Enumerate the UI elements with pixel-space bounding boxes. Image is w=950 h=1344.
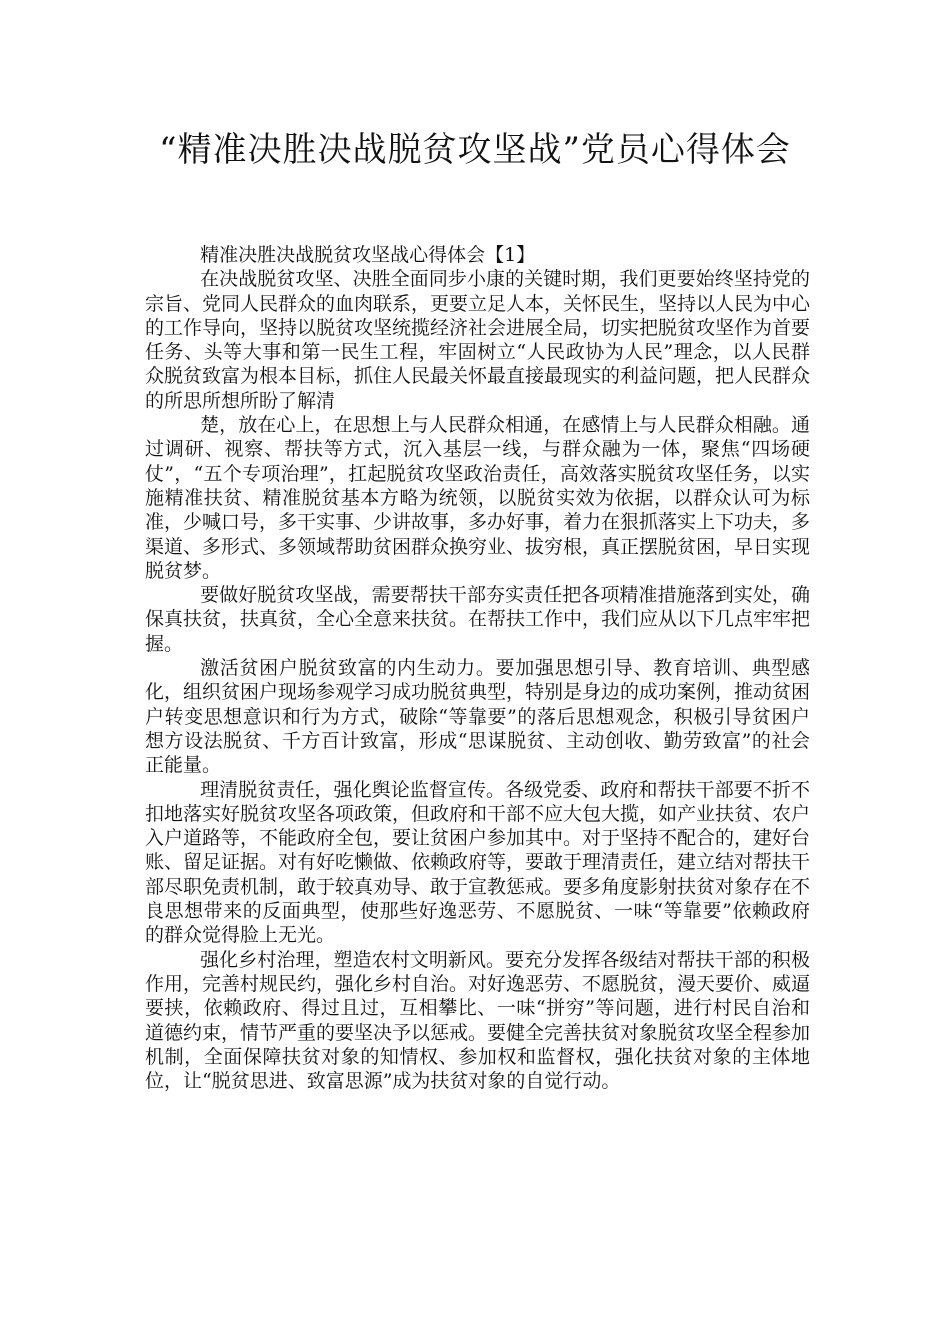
paragraph: 激活贫困户脱贫致富的内生动力。要加强思想引导、教育培训、典型感化，组织贫困户现场参观学习成功脱贫典型，特别是身边的成功案例，推动贫困户转变思想意识和行为方式，破除“等靠要”的落后思想观念，积极引导贫困户想方设法脱贫、千方百计致富，形成“思谋脱贫、主动创收、勤劳致富”的社会正能量。: [145, 657, 811, 777]
paragraph: 在决战脱贫攻坚、决胜全面同步小康的关键时期，我们更要始终坚持党的宗旨、党同人民群众的血肉联系，更要立足人本，关怀民生，坚持以人民为中心的工作导向，坚持以脱贫攻坚统揽经济社会进展全局，切实把脱贫攻坚作为首要任务、头等大事和第一民生工程，牢固树立“人民政协为人民”理念，以人民群众脱贫致富为根本目标，抓住人民最关怀最直接最现实的利益问题，把人民群众的所思所想所盼了解清: [145, 268, 811, 412]
paragraph: 理清脱贫责任，强化舆论监督宣传。各级党委、政府和帮扶干部要不折不扣地落实好脱贫攻坚各项政策，但政府和干部不应大包大揽，如产业扶贫、农户入户道路等，不能政府全包，要让贫困户参加其中。对于坚持不配合的，建好台账、留足证据。对有好吃懒做、依赖政府等，要敢于理清责任，建立结对帮扶干部尽职免责机制，敢于较真劝导、敢于宣教惩戒。要多角度影射扶贫对象存在不良思想带来的反面典型，使那些好逸恶劳、不愿脱贫、一味“等靠要”依赖政府的群众觉得脸上无光。: [145, 778, 811, 947]
paragraph: 强化乡村治理，塑造农村文明新风。要充分发挥各级结对帮扶干部的积极作用，完善村规民约，强化乡村自治。对好逸恶劳、不愿脱贫，漫天要价、威逼要挟，依赖政府、得过且过，互相攀比、一味“拼穷”等问题，进行村民自治和道德约束，情节严重的要坚决予以惩戒。要健全完善扶贫对象脱贫攻坚全程参加机制，全面保障扶贫对象的知情权、参加权和监督权，强化扶贫对象的主体地位，让“脱贫思进、致富思源”成为扶贫对象的自觉行动。: [145, 948, 811, 1093]
paragraph: 要做好脱贫攻坚战，需要帮扶干部夯实责任把各项精准措施落到实处，确保真扶贫，扶真贫，全心全意来扶贫。在帮扶工作中，我们应从以下几点牢牢把握。: [145, 584, 811, 655]
section-heading: 精准决胜决战脱贫攻坚战心得体会【1】: [200, 244, 536, 266]
document-title: “精准决胜决战脱贫攻坚战”党员心得体会: [159, 130, 791, 170]
document-body: [145, 243, 810, 1093]
paragraph: 楚，放在心上，在思想上与人民群众相通，在感情上与人民群众相融。通过调研、视察、帮扶等方式，沉入基层一线，与群众融为一体，聚焦“四场硬仗”，“五个专项治理”，扛起脱贫攻坚政治责任，高效落实脱贫攻坚任务，以实施精准扶贫、精准脱贫基本方略为统领，以脱贫实效为依据，以群众认可为标准，少喊口号，多干实事、少讲故事，多办好事，着力在狠抓落实上下功夫，多渠道、多形式、多领域帮助贫困群众换穷业、拔穷根，真正摆脱贫困，早日实现脱贫梦。: [145, 414, 811, 582]
